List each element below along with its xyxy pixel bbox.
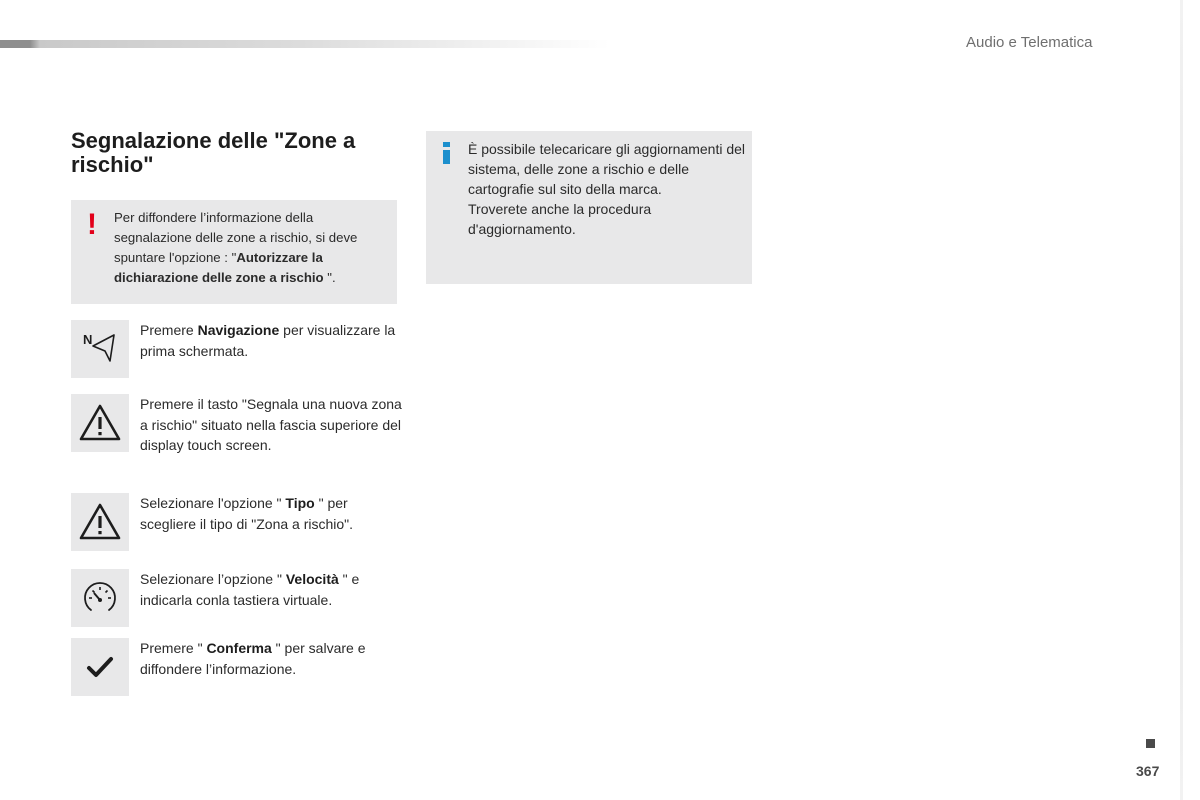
warning-option-name: Autorizzare la dichiarazione delle zone a rischio <box>114 250 324 285</box>
step-2-text: Premere il tasto "Segnala una nuova zona a rischio" situato nella fascia superiore del display touch screen. <box>140 396 402 453</box>
step-3-text: Selezionare l'opzione " Tipo " per scegliere il tipo di "Zona a rischio". <box>140 495 354 532</box>
header-gradient-bar <box>0 40 610 48</box>
speedometer-icon <box>71 569 129 627</box>
step-4-text: Selezionare l’opzione " Velocità " e indicarla conla tastiera virtuale. <box>140 571 360 608</box>
page-number: 367 <box>1136 763 1160 779</box>
page-marker <box>1146 739 1155 748</box>
info-text <box>468 139 748 239</box>
info-paragraph-1: È possibile telecaricare gli aggiornamenti del sistema, delle zone a rischio e delle cartografie sul sito della marca. <box>468 141 746 197</box>
section-header: Audio e Telematica <box>966 34 1093 51</box>
svg-text:N: N <box>83 332 93 347</box>
info-paragraph-2: Troverete anche la procedura d'aggiornamento. <box>468 201 652 237</box>
warning-triangle-icon <box>71 394 129 452</box>
checkmark-icon <box>71 638 129 696</box>
info-icon <box>443 142 450 164</box>
warning-box <box>71 200 397 304</box>
navigation-icon <box>71 320 129 378</box>
warning-triangle-icon <box>71 493 129 551</box>
page-edge-rule <box>1180 0 1183 800</box>
page-title: Segnalazione delle "Zone a rischio" <box>71 128 356 177</box>
warning-text: Per diffondere l’informazione della segnalazione delle zone a rischio, si deve spuntare l'opzione : "Autorizzare la dichiarazione delle zone a rischio ". <box>114 210 358 285</box>
info-box <box>426 131 752 284</box>
step-5-text: Premere " Conferma " per salvare e diffondere l’informazione. <box>140 640 366 677</box>
step-1-text: Premere Navigazione per visualizzare la prima schermata. <box>140 322 396 359</box>
exclamation-icon: ! <box>87 208 97 241</box>
